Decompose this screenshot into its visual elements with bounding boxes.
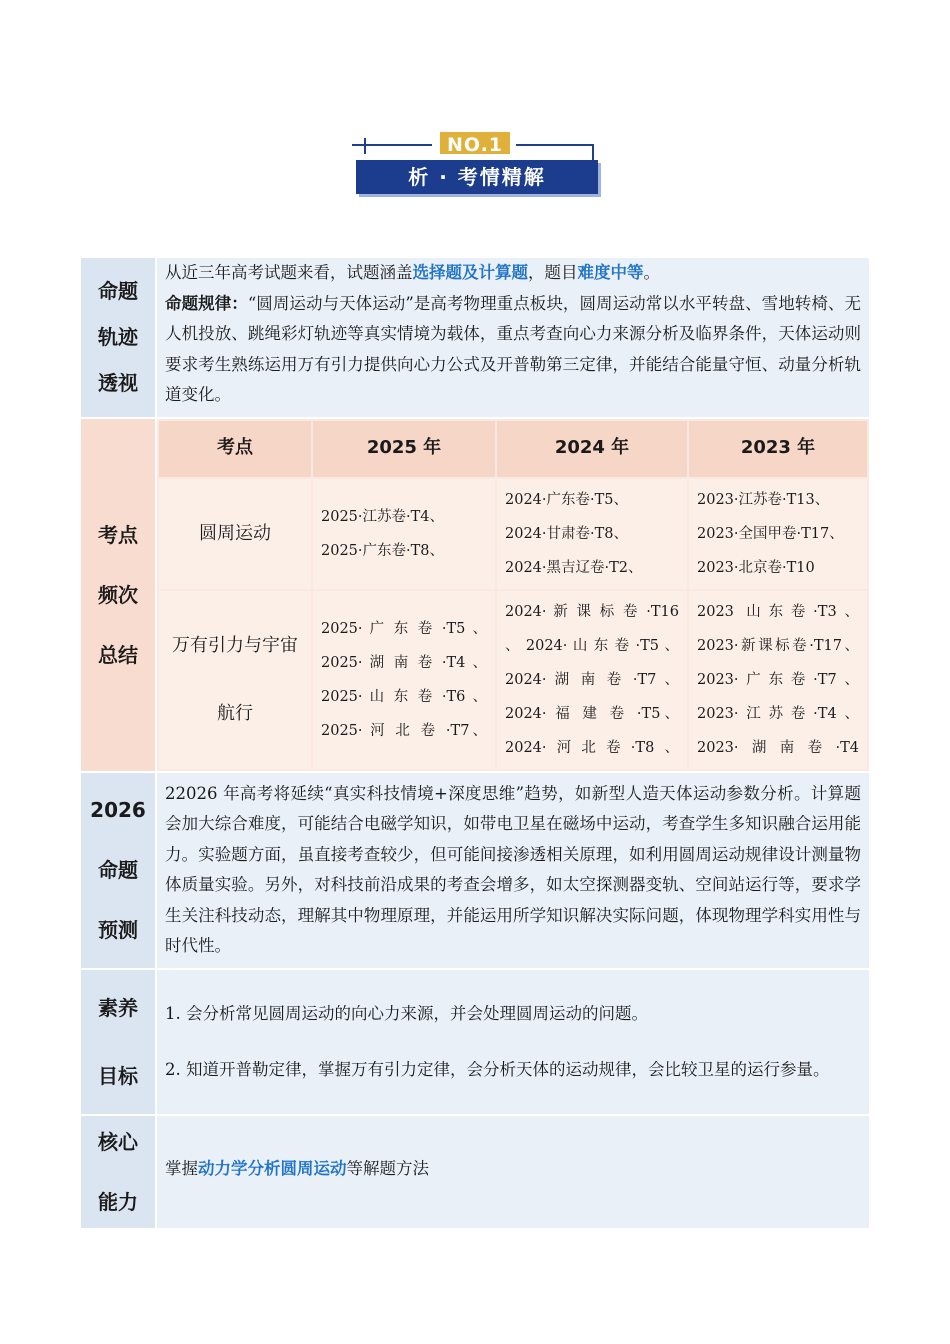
head-line: 预测 bbox=[98, 918, 138, 942]
highlight-question-types: 选择题及计算题 bbox=[412, 263, 528, 282]
cell-2024: 2024· 新 课 标 卷 ·T16 、 2024· 山 东 卷 ·T5 、 2024· 湖 南 卷 ·T7 、 2024· 福 建 卷 ·T5、2024·河北卷·T8、 bbox=[497, 591, 687, 769]
table-row bbox=[159, 591, 867, 769]
head-line: 能力 bbox=[98, 1189, 138, 1214]
topic-cell bbox=[159, 591, 311, 769]
section-title: 析 · 考情精解 bbox=[356, 160, 598, 194]
forecast-content: 22026 年高考将延续“真实科技情境+深度思维”趋势，如新型人造天体运动参数分析。计算题会加大综合难度，可能结合电磁学知识，如带电卫星在磁场中运动，考查学生多知识融合运用能力。实验题方面，虽直接考查较少，但可能间接渗透相关原理，如利用圆周运动规律设计测量物体质量实验。另外，对科技前沿成果的考查会增多，如太空探测器变轨、空间站运行等，要求学生关注科技动态，理解其中物理原理，并能运用所学知识解决实际问题，体现物理学科实用性与时代性。 bbox=[157, 773, 869, 968]
banner-decor-tick-right bbox=[592, 144, 594, 160]
cell-2025 bbox=[313, 479, 495, 589]
head-line: 目标 bbox=[98, 1063, 138, 1088]
head-line: 轨迹 bbox=[98, 325, 138, 350]
head-line: 2026 bbox=[90, 798, 146, 822]
ref-item: 2025·广东卷·T8、 bbox=[321, 542, 445, 559]
ref-item: 2024·甘肃卷·T8、 bbox=[505, 525, 629, 542]
cell-2023 bbox=[689, 479, 867, 589]
trend-row-head bbox=[81, 258, 155, 417]
section-number-badge: NO.1 bbox=[438, 130, 512, 156]
exam-analysis-table bbox=[79, 256, 871, 1230]
trend-intro bbox=[165, 258, 861, 289]
section-banner bbox=[348, 126, 602, 198]
ref-item: 2023·全国甲卷·T17、 bbox=[697, 525, 844, 542]
frequency-content bbox=[157, 419, 869, 771]
ref-item: 2023·江苏卷·T13、 bbox=[697, 491, 830, 508]
goal-item: 1. 会分析常见圆周运动的向心力来源，并会处理圆周运动的问题。 bbox=[165, 1003, 648, 1023]
ref-item: 2024·广东卷·T5、 bbox=[505, 491, 629, 508]
ability-row bbox=[81, 1116, 869, 1228]
col-2024: 2024 年 bbox=[497, 421, 687, 477]
cell-2024 bbox=[497, 479, 687, 589]
head-line: 命题 bbox=[98, 858, 138, 882]
topic-cell: 圆周运动 bbox=[159, 479, 311, 589]
forecast-row-head bbox=[81, 773, 155, 968]
ability-row-head bbox=[81, 1116, 155, 1228]
head-line: 素养 bbox=[98, 995, 138, 1020]
col-2025: 2025 年 bbox=[313, 421, 495, 477]
ability-content bbox=[157, 1116, 869, 1228]
goals-row bbox=[81, 970, 869, 1114]
cell-2025: 2025· 广 东 卷 ·T5 、 2025· 湖 南 卷 ·T4 、 2025· 山 东 卷 ·T6 、 2025· 河 北 卷 ·T7、 bbox=[313, 591, 495, 769]
forecast-row bbox=[81, 773, 869, 968]
head-line: 命题 bbox=[98, 279, 138, 304]
highlight-difficulty: 难度中等 bbox=[577, 263, 644, 282]
head-line: 透视 bbox=[98, 371, 138, 396]
goal-item: 2. 知道开普勒定律，掌握万有引力定律，会分析天体的运动规律，会比较卫星的运行参量。 bbox=[165, 1059, 830, 1079]
ref-item: 2023·北京卷·T10 bbox=[697, 559, 815, 576]
intro-text: 。 bbox=[643, 263, 660, 282]
col-topic: 考点 bbox=[159, 421, 311, 477]
goals-row-head bbox=[81, 970, 155, 1114]
head-line: 总结 bbox=[98, 642, 138, 667]
frequency-table bbox=[157, 419, 869, 771]
rule-label: 命题规律： bbox=[165, 293, 248, 313]
col-2023: 2023 年 bbox=[689, 421, 867, 477]
banner-decor-tick bbox=[364, 138, 366, 154]
head-line: 频次 bbox=[98, 582, 138, 607]
topic-name: 万有引力与宇宙航行 bbox=[172, 634, 298, 724]
trend-content bbox=[157, 258, 869, 417]
head-line: 考点 bbox=[98, 522, 138, 547]
trend-row bbox=[81, 258, 869, 417]
table-row bbox=[159, 479, 867, 589]
ability-text: 掌握 bbox=[165, 1158, 198, 1178]
highlight-ability: 动力学分析圆周运动 bbox=[198, 1158, 347, 1178]
frequency-row bbox=[81, 419, 869, 771]
cell-2023: 2023 山东卷·T3、2023·新课标卷·T17、2023·广东卷·T7、2023·江苏卷·T4、2023·湖南卷·T4 bbox=[689, 591, 867, 769]
frequency-row-head bbox=[81, 419, 155, 771]
frequency-header-row bbox=[159, 421, 867, 477]
intro-text: 从近三年高考试题来看，试题涵盖 bbox=[165, 263, 413, 282]
ref-item: 2025·江苏卷·T4、 bbox=[321, 508, 445, 525]
head-line: 核心 bbox=[98, 1129, 138, 1154]
trend-rule bbox=[165, 289, 861, 411]
ability-text: 等解题方法 bbox=[346, 1158, 429, 1178]
rule-text: “圆周运动与天体运动”是高考物理重点板块，圆周运动常以水平转盘、雪地转椅、无人机投放、跳绳彩灯轨迹等真实情境为载体，重点考查向心力来源分析及临界条件，天体运动则要求考生熟练运用万有引力提供向心力公式及开普勒第三定律，并能结合能量守恒、动量分析轨道变化。 bbox=[165, 293, 861, 404]
ref-item: 2024·黑吉辽卷·T2、 bbox=[505, 559, 643, 576]
intro-text: ，题目 bbox=[528, 263, 578, 282]
goals-content bbox=[157, 970, 869, 1114]
banner-decor-line-right bbox=[516, 144, 592, 146]
